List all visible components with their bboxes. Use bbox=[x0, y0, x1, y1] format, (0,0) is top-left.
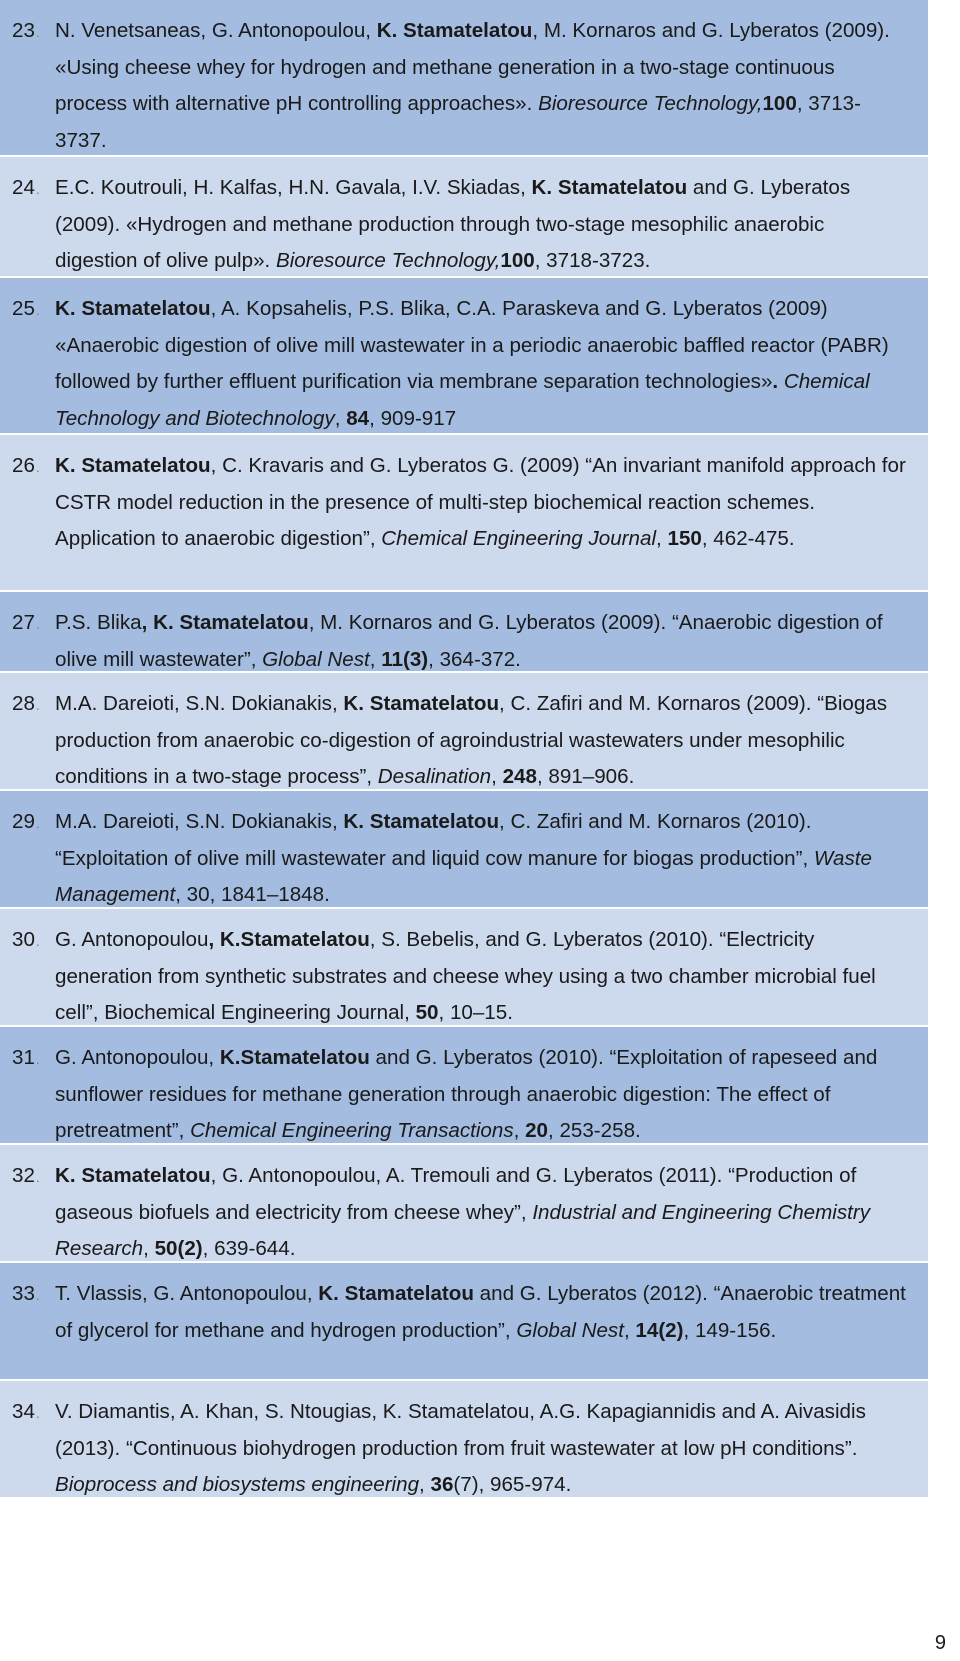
reference-segment-normal: G. Antonopoulou, bbox=[55, 1046, 220, 1069]
reference-item bbox=[0, 435, 928, 592]
page-number: 9 bbox=[934, 1632, 946, 1654]
reference-number-value: 24 bbox=[12, 176, 35, 199]
reference-text bbox=[55, 1276, 906, 1349]
reference-segment-italic: Industrial and Engineering Chemistry Research bbox=[55, 1200, 871, 1261]
reference-segment-bold: K. Stamatelatou bbox=[343, 810, 500, 833]
reference-segment-bold: 150 bbox=[667, 527, 702, 551]
reference-text bbox=[55, 1040, 906, 1150]
reference-segment-normal: , bbox=[623, 1318, 636, 1342]
reference-text bbox=[55, 686, 906, 796]
reference-segment-italic: Chemical Engineering Journal bbox=[381, 527, 657, 551]
reference-text bbox=[55, 448, 906, 558]
reference-segment-normal: N. Venetsaneas, G. Antonopoulou, bbox=[55, 19, 377, 42]
reference-item bbox=[0, 0, 928, 157]
reference-number-value: 23 bbox=[12, 19, 35, 42]
reference-number-value: 30 bbox=[12, 928, 35, 951]
reference-segment-italic: Bioresource Technology, bbox=[275, 249, 501, 273]
reference-segment-normal: E.C. Koutrouli, H. Kalfas, H.N. Gavala, I.V. Skiadas, bbox=[55, 176, 532, 199]
reference-segment-normal: , M. Kornaros and G. Lyberatos (2009). «Using cheese whey for hydrogen and methane generation in a two-stage continuous process with alternative pH controlling approaches». bbox=[55, 19, 890, 116]
reference-segment-normal: , 909-917 bbox=[369, 406, 457, 430]
reference-segment-normal: , C. Zafiri and M. Kornaros (2009). “Biogas production from anaerobic co-digestion of agroindustrial wastewaters under mesophilic conditions in a two-stage process”, bbox=[55, 692, 888, 789]
reference-item bbox=[0, 791, 928, 909]
reference-number: 27. bbox=[12, 611, 40, 634]
reference-segment-italic: Global Nest bbox=[262, 647, 370, 671]
reference-segment-bold: K. Stamatelatou bbox=[318, 1282, 474, 1305]
reference-number: 34. bbox=[12, 1400, 40, 1423]
reference-segment-bold: K. Stamatelatou bbox=[55, 1164, 211, 1187]
reference-text bbox=[55, 922, 906, 1032]
reference-number-value: 33 bbox=[12, 1282, 35, 1305]
reference-number: 25. bbox=[12, 297, 40, 320]
reference-number: 24. bbox=[12, 176, 40, 199]
reference-segment-bold: 20 bbox=[525, 1119, 548, 1143]
reference-segment-italic: Chemical Engineering Transactions bbox=[190, 1119, 514, 1143]
reference-segment-italic: Bioresource Technology, bbox=[538, 92, 763, 116]
reference-segment-italic: Global Nest bbox=[516, 1318, 624, 1342]
reference-segment-normal: , 253-258. bbox=[548, 1119, 641, 1143]
reference-item bbox=[0, 1145, 928, 1263]
reference-text bbox=[55, 1394, 906, 1504]
reference-segment-normal: , bbox=[656, 527, 668, 551]
reference-segment-normal: , 462-475. bbox=[701, 527, 795, 551]
reference-segment-bold: 36 bbox=[430, 1473, 454, 1497]
reference-segment-normal: , G. Antonopoulou, A. Tremouli and G. Lyberatos (2011). “Production of gaseous biofuels and electricity from cheese whey”, bbox=[55, 1164, 857, 1224]
reference-text bbox=[55, 605, 906, 678]
reference-segment-normal: , M. Kornaros and G. Lyberatos (2009). “Anaerobic digestion of olive mill wastewater”, bbox=[55, 611, 883, 671]
reference-segment-bold: K. Stamatelatou bbox=[55, 454, 211, 477]
reference-number: 31. bbox=[12, 1046, 40, 1069]
reference-item bbox=[0, 1263, 928, 1381]
reference-item bbox=[0, 157, 928, 278]
reference-item bbox=[0, 278, 928, 435]
reference-segment-normal: M.A. Dareioti, S.N. Dokianakis, bbox=[55, 692, 344, 715]
reference-segment-normal: and G. Lyberatos (2012). “Anaerobic treatment of glycerol for methane and hydrogen production”, bbox=[55, 1282, 906, 1342]
reference-segment-bold: , K.Stamatelatou bbox=[208, 928, 370, 951]
reference-segment-normal: , 10–15. bbox=[438, 1001, 513, 1025]
reference-segment-normal: , 3718-3723. bbox=[534, 249, 651, 273]
reference-number-value: 32 bbox=[12, 1164, 35, 1187]
reference-segment-normal: , S. Bebelis, and G. Lyberatos (2010). “Electricity generation from synthetic substrates and cheese whey using a two chamber microbial fuel cell”, Biochemical Engineering Journal, bbox=[55, 928, 876, 1025]
reference-number: 26. bbox=[12, 454, 40, 477]
reference-segment-normal: and G. Lyberatos (2009). «Hydrogen and methane production through two-stage mesophilic anaerobic digestion of olive pulp». bbox=[55, 176, 851, 273]
reference-segment-bold: K. Stamatelatou bbox=[531, 176, 688, 199]
reference-segment-italic: Chemical Technology and Biotechnology bbox=[55, 370, 870, 430]
reference-segment-normal: , 149-156. bbox=[683, 1318, 777, 1342]
reference-number-value: 34 bbox=[12, 1400, 35, 1423]
reference-segment-normal: , A. Kopsahelis, P.S. Blika, C.A. Paraskeva and G. Lyberatos (2009) «Anaerobic digestion of olive mill wastewater in a periodic anaerobic baffled reactor (PABR) followed by further effluent purification via membrane separation technologies» bbox=[55, 297, 889, 394]
reference-segment-normal: , bbox=[419, 1473, 431, 1497]
reference-text bbox=[55, 291, 906, 437]
reference-segment-normal: , C. Zafiri and M. Kornaros (2010). “Exploitation of olive mill wastewater and liquid cow manure for biogas production”, bbox=[55, 810, 814, 870]
reference-number-value: 26 bbox=[12, 454, 35, 477]
reference-number-value: 29 bbox=[12, 810, 35, 833]
reference-segment-bold: 50(2) bbox=[154, 1237, 203, 1261]
reference-number-value: 25 bbox=[12, 297, 35, 320]
reference-number: 32. bbox=[12, 1164, 40, 1187]
reference-number: 28. bbox=[12, 692, 40, 715]
reference-segment-normal: , 891–906. bbox=[536, 765, 635, 789]
reference-segment-normal: , bbox=[491, 765, 503, 789]
reference-number: 23. bbox=[12, 19, 40, 42]
reference-segment-italic: Desalination bbox=[377, 765, 492, 789]
reference-segment-bold: 100 bbox=[500, 249, 535, 273]
reference-segment-bold: K. Stamatelatou bbox=[55, 297, 211, 320]
reference-segment-normal: and G. Lyberatos (2010). “Exploitation of rapeseed and sunflower residues for methane generation through anaerobic digestion: The effect of pretreatment”, bbox=[55, 1046, 878, 1143]
reference-item bbox=[0, 909, 928, 1027]
reference-text bbox=[55, 1158, 906, 1268]
reference-segment-normal: P.S. Blika bbox=[55, 611, 142, 634]
reference-item bbox=[0, 592, 928, 673]
reference-item bbox=[0, 1381, 928, 1499]
reference-segment-bold: K. Stamatelatou bbox=[376, 19, 533, 42]
reference-segment-bold: 14(2) bbox=[635, 1318, 684, 1342]
reference-segment-bold: 100 bbox=[762, 92, 797, 116]
reference-segment-bold: 50 bbox=[415, 1001, 439, 1025]
reference-number-value: 31 bbox=[12, 1046, 35, 1069]
reference-segment-bold: 84 bbox=[346, 406, 370, 430]
reference-segment-normal: G. Antonopoulou bbox=[55, 928, 209, 951]
reference-segment-normal: , 30, 1841–1848. bbox=[175, 883, 330, 907]
reference-text bbox=[55, 13, 906, 159]
reference-segment-bold: , K. Stamatelatou bbox=[141, 611, 309, 634]
reference-segment-normal: (7), 965-974. bbox=[453, 1473, 572, 1497]
reference-segment-normal: M.A. Dareioti, S.N. Dokianakis, bbox=[55, 810, 344, 833]
reference-number: 30. bbox=[12, 928, 40, 951]
reference-item bbox=[0, 1027, 928, 1145]
reference-segment-italic: Waste Management bbox=[55, 846, 872, 907]
reference-number-value: 27 bbox=[12, 611, 35, 634]
reference-segment-normal: , bbox=[513, 1119, 526, 1143]
reference-segment-italic: Bioprocess and biosystems engineering bbox=[55, 1473, 420, 1497]
reference-segment-normal: , 639-644. bbox=[202, 1237, 296, 1261]
reference-number: 29. bbox=[12, 810, 40, 833]
reference-segment-normal: , bbox=[369, 647, 382, 671]
reference-segment-bold: K. Stamatelatou bbox=[343, 692, 500, 715]
reference-segment-normal: , 364-372. bbox=[428, 647, 521, 671]
reference-segment-normal: , bbox=[334, 406, 347, 430]
reference-segment-normal: , 3713-3737. bbox=[55, 92, 861, 152]
reference-segment-normal: T. Vlassis, G. Antonopoulou, bbox=[55, 1282, 319, 1305]
reference-segment-bold: 248 bbox=[502, 765, 537, 789]
reference-segment-bold: . bbox=[772, 370, 784, 394]
reference-segment-normal: , bbox=[143, 1237, 155, 1261]
reference-number: 33. bbox=[12, 1282, 40, 1305]
reference-text bbox=[55, 170, 906, 280]
reference-segment-normal: , C. Kravaris and G. Lyberatos G. (2009) “An invariant manifold approach for CSTR model reduction in the presence of multi-step biochemical reaction schemes. Application to anaerobic digestion”, bbox=[55, 454, 906, 551]
reference-segment-bold: K.Stamatelatou bbox=[219, 1046, 370, 1069]
reference-text bbox=[55, 804, 906, 914]
reference-item bbox=[0, 673, 928, 791]
reference-segment-bold: 11(3) bbox=[381, 647, 429, 671]
reference-segment-normal: V. Diamantis, A. Khan, S. Ntougias, K. Stamatelatou, A.G. Kapagiannidis and A. Aivasidis (2013). “Continuous biohydrogen production from fruit wastewater at low pH conditions”. bbox=[55, 1400, 866, 1460]
reference-number-value: 28 bbox=[12, 692, 35, 715]
